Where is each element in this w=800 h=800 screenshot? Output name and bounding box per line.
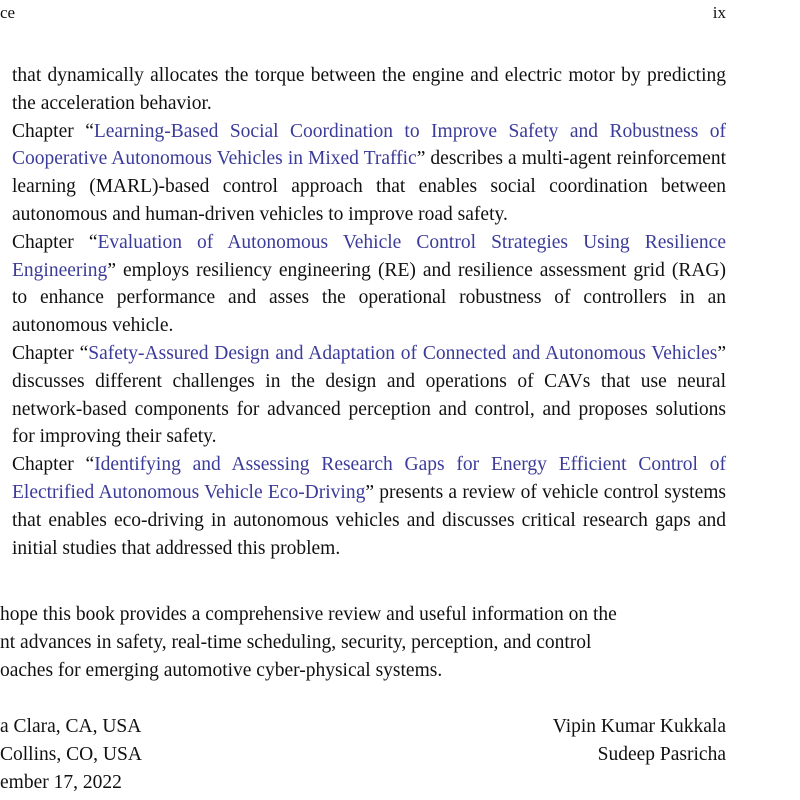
page-header [0, 3, 726, 25]
chapter-prefix: Chapter “ [12, 231, 98, 253]
continuation-text: that dynamically allocates the torque between the engine and electric motor by predicting the acceleration behavior. [12, 65, 726, 114]
signature-name: Sudeep Pasricha [597, 743, 726, 765]
chapter-description: ” employs resiliency engineering (RE) and resilience assessment grid (RAG) to enhance performance and asses the operational robustness of controllers in an autonomous vehicle. [12, 259, 726, 337]
chapter-prefix: Chapter “ [12, 120, 94, 142]
signature-place: Collins, CO, USA [0, 743, 142, 765]
signature-date: ember 17, 2022 [0, 771, 122, 793]
chapter-description: ” discusses different challenges in the design and operations of CAVs that use neural network-based components for advanced perception and control, and proposes solutions for improving their safety. [12, 342, 726, 448]
chapter-link[interactable]: Identifying and Assessing Research Gaps for Energy Efficient Control of Electrified Autonomous Vehicle Eco-Driving [12, 454, 726, 503]
chapter-entry [12, 451, 726, 562]
chapter-entry [12, 229, 726, 340]
chapter-link[interactable]: Learning-Based Social Coordination to Improve Safety and Robustness of Cooperative Autonomous Vehicles in Mixed Traffic [12, 120, 726, 170]
chapter-description: ” describes a multi-agent reinforcement learning (MARL)-based control approach that enables social coordination between autonomous and human-driven vehicles to improve road safety. [12, 148, 726, 225]
page-number: ix [712, 3, 726, 22]
chapter-entry [12, 340, 726, 451]
closing-paragraph: hope this book provides a comprehensive review and useful information on the nt advances in safety, real-time scheduling, security, perception, and control oaches for emerging automotive cyber-physical systems. [0, 604, 617, 681]
chapter-prefix: Chapter “ [12, 342, 89, 364]
chapter-prefix: Chapter “ [12, 454, 95, 476]
running-head: ce [0, 3, 16, 22]
signature-place: a Clara, CA, USA [0, 716, 142, 737]
chapter-entry [12, 118, 726, 229]
chapter-description: ” presents a review of vehicle control systems that enables eco-driving in autonomous vehicles and discusses critical research gaps and initial studies that addressed this problem. [12, 481, 726, 559]
signature-block [0, 713, 726, 796]
chapter-list [12, 62, 726, 562]
chapter-link[interactable]: Safety-Assured Design and Adaptation of Connected and Autonomous Vehicles [88, 342, 718, 364]
signature-name: Vipin Kumar Kukkala [552, 716, 726, 737]
chapter-link[interactable]: Evaluation of Autonomous Vehicle Control Strategies Using Resilience Engineering [12, 231, 726, 281]
